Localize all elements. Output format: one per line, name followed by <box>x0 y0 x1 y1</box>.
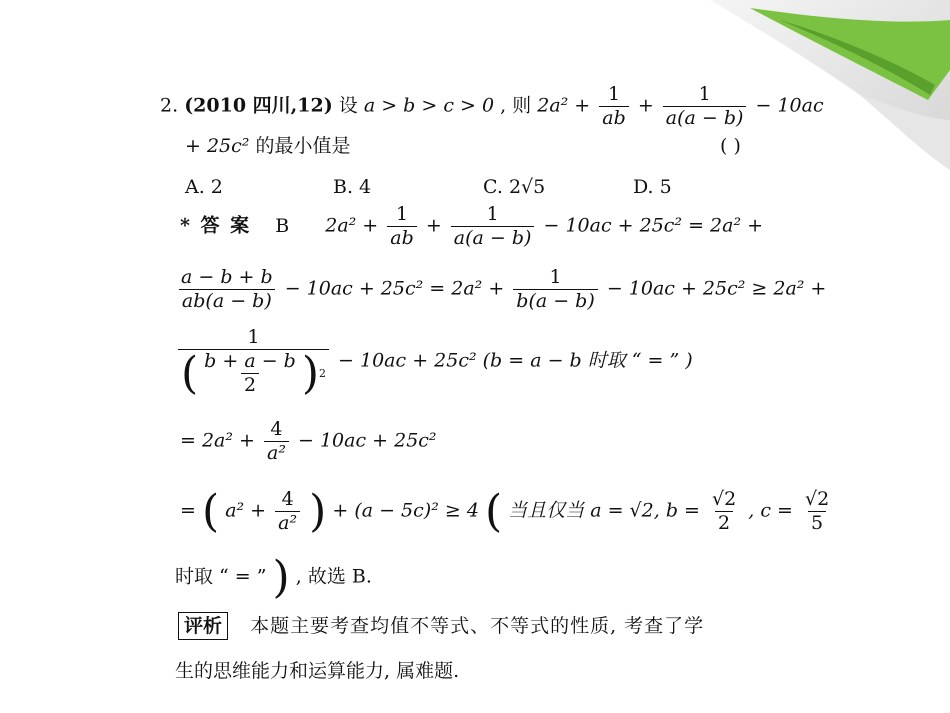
fraction: $\frac{1}{ab}$ <box>387 205 417 248</box>
analysis-text-1: 本题主要考查均值不等式、不等式的性质, 考查了学 <box>250 615 705 637</box>
fraction: $\frac{√2}{2}$ <box>711 488 737 534</box>
fraction: $\frac{4}{\text{a²}}$ <box>264 420 289 463</box>
option-d: D. 5 <box>633 176 672 198</box>
line2-text: 的最小值是 <box>255 135 351 157</box>
stem-middle: , 则 <box>500 94 532 117</box>
problem-source: (2010 四川,12) <box>184 94 333 117</box>
solution-line-5: = ( a² + $\frac{4}{\text{a²}}$ ) + (a − 5c)² ≥ 4 ( 当且仅当 a = √2, b = $\frac{√2}{2}$ , c = $\frac{√2}{5}$ <box>180 490 835 533</box>
analysis-text-2: 生的思维能力和运算能力, 属难题. <box>175 660 460 682</box>
fraction: $\frac{1}{a(a - b)}$ <box>451 205 535 248</box>
solution-line-2: $\frac{a - b + b}{ab(a - b)}$ − 10ac + 25c² = 2a² + $\frac{1}{b(a - b)}$ − 10ac + 25c² ≥ 2a² + <box>175 268 826 311</box>
fraction: $\frac{1}{b(a - b)}$ <box>513 268 597 311</box>
line2-expr: + 25c² <box>185 135 250 157</box>
solution-line-6: 时取 “ = ” ) , 故选 B. <box>175 552 372 603</box>
solution-line-3: 1 ( $\frac{b + a - b}{2}$ ) 2 − 10ac + 25c² (b = a − b 时取 “ = ” ) <box>175 328 693 395</box>
condition: a > b > c > 0 <box>363 94 495 117</box>
stem-prefix: 设 <box>338 94 358 117</box>
answer-marker: * 答 案 <box>180 214 252 237</box>
expr-tail: − 10ac <box>755 94 824 117</box>
answer-paren: ( ) <box>720 135 741 157</box>
problem-line-2 <box>185 137 350 156</box>
problem-line-1: 2. (2010 四川,12) 设 a > b > c > 0 , 则 2a² + $\frac{1}{ab}$ + $\frac{1}{a(a - b)}$ − 10ac <box>160 83 824 129</box>
solution-line-4: = 2a² + $\frac{4}{\text{a²}}$ − 10ac + 25c² <box>180 418 437 464</box>
fraction: $\frac{4}{\text{a²}}$ <box>275 490 300 533</box>
expr-start: 2a² + <box>537 94 591 117</box>
option-c: C. 2√5 <box>483 176 546 198</box>
fraction-1-over-ab: $\frac{1}{ab}$ <box>599 85 629 128</box>
solution-line-1: * 答 案 B 2a² + $\frac{1}{ab}$ + $\frac{1}{a(a - b)}$ − 10ac + 25c² = 2a² + <box>180 203 764 249</box>
analysis-tag: 评析 <box>178 612 228 640</box>
analysis-line-1 <box>178 617 704 636</box>
fraction: $\frac{a - b + b}{ab(a - b)}$ <box>178 268 276 311</box>
fraction: $\frac{√2}{5}$ <box>804 488 830 534</box>
answer-choice: B <box>275 214 290 237</box>
fraction-1-over-a-a-minus-b: $\frac{1}{a(a - b)}$ <box>663 85 747 128</box>
option-b: B. 4 <box>333 176 372 198</box>
option-a: A. 2 <box>185 176 223 198</box>
problem-number: 2. <box>160 94 179 117</box>
nested-fraction: 1 ( $\frac{b + a - b}{2}$ ) 2 <box>178 328 329 395</box>
